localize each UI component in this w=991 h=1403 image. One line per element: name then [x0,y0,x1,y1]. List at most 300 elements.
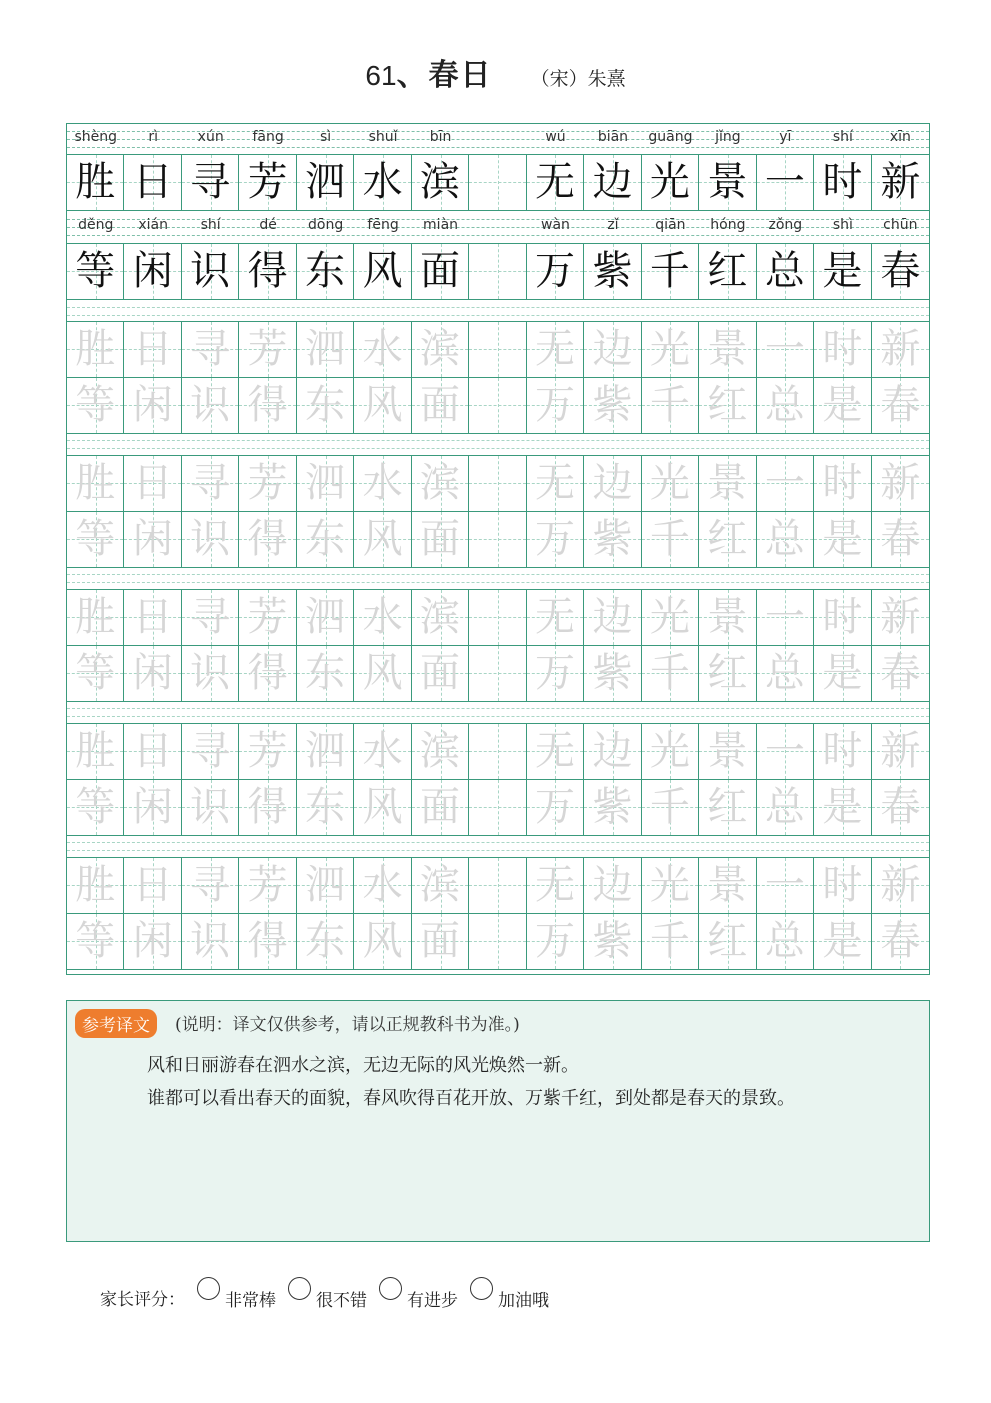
practice-cell[interactable] [814,456,871,511]
practice-cell[interactable] [757,322,814,377]
trace-character: 千 [649,382,690,428]
practice-cell[interactable] [527,378,584,433]
practice-cell[interactable] [757,914,814,969]
poem-character: 光 [649,159,690,205]
practice-cell[interactable] [297,780,354,835]
practice-cell[interactable] [239,858,296,913]
practice-cell[interactable] [124,590,181,645]
trace-character: 春 [880,516,921,562]
practice-cell[interactable] [239,512,296,567]
practice-cell[interactable] [584,914,641,969]
practice-cell[interactable] [757,512,814,567]
practice-cell[interactable] [469,724,526,779]
trace-character: 紫 [592,918,633,964]
trace-character [469,512,525,567]
trace-character: 边 [592,326,633,372]
practice-cell[interactable] [67,858,124,913]
pinyin: wú [545,129,566,145]
practice-cell[interactable] [469,914,526,969]
trace-character: 时 [822,862,863,908]
practice-cell[interactable] [814,724,871,779]
pinyin-row [67,212,929,243]
trace-character: 无 [534,594,575,640]
rating-option-1[interactable] [185,1283,276,1311]
practice-cell[interactable] [757,724,814,779]
practice-cell[interactable] [757,780,814,835]
practice-cell[interactable] [469,590,526,645]
poem-character: 边 [592,159,633,205]
trace-character: 滨 [420,862,461,908]
practice-cell[interactable] [182,858,239,913]
poem-character: 千 [649,248,690,294]
trace-character: 万 [534,784,575,830]
trace-character: 闲 [132,918,173,964]
practice-cell[interactable] [642,858,699,913]
trace-character: 芳 [247,460,288,506]
practice-cell[interactable] [757,858,814,913]
pinyin: guāng [648,129,693,145]
trace-character: 是 [822,650,863,696]
practice-cell[interactable] [239,646,296,701]
poem-character: 闲 [132,248,173,294]
poem-character: 日 [132,159,173,205]
practice-cell[interactable] [757,590,814,645]
practice-cell[interactable] [297,590,354,645]
poem-character: 面 [420,248,461,294]
practice-cell[interactable] [239,322,296,377]
character-cell [239,244,296,299]
practice-cell[interactable] [354,456,411,511]
practice-cell[interactable] [699,858,756,913]
trace-character: 水 [362,460,403,506]
character-cell [584,244,641,299]
trace-character: 是 [822,382,863,428]
practice-cell[interactable] [412,456,469,511]
practice-cell[interactable] [757,646,814,701]
poem-character: 景 [707,159,748,205]
practice-row [67,377,929,434]
practice-cell[interactable] [642,590,699,645]
practice-cell[interactable] [642,646,699,701]
trace-character: 泗 [305,862,346,908]
trace-character: 无 [534,862,575,908]
trace-character: 得 [247,650,288,696]
practice-cell[interactable] [67,914,124,969]
pinyin: chūn [883,217,918,233]
practice-cell[interactable] [67,646,124,701]
practice-cell[interactable] [642,456,699,511]
practice-cell[interactable] [814,914,871,969]
practice-cell[interactable] [412,724,469,779]
pinyin: hóng [710,217,746,233]
practice-cell[interactable] [124,646,181,701]
practice-cell[interactable] [67,512,124,567]
trace-character: 泗 [305,326,346,372]
practice-cell[interactable] [699,456,756,511]
practice-cell[interactable] [297,378,354,433]
practice-cell[interactable] [469,378,526,433]
trace-character: 风 [362,382,403,428]
trace-character: 新 [880,862,921,908]
practice-row [67,589,929,646]
practice-cell[interactable] [872,858,929,913]
trace-character: 泗 [305,460,346,506]
trace-character: 景 [707,728,748,774]
pinyin: zǐ [607,217,619,233]
trace-character: 识 [190,918,231,964]
trace-character: 边 [592,594,633,640]
trace-character: 芳 [247,594,288,640]
practice-cell[interactable] [182,914,239,969]
practice-cell[interactable] [527,322,584,377]
trace-character: 滨 [420,460,461,506]
trace-character: 得 [247,918,288,964]
pinyin: xián [138,217,169,233]
practice-cell[interactable] [124,858,181,913]
pinyin: qiān [655,217,686,233]
practice-cell[interactable] [699,724,756,779]
practice-cell[interactable] [642,780,699,835]
practice-cell[interactable] [297,512,354,567]
poem-character [469,155,525,210]
practice-cell[interactable] [297,914,354,969]
practice-cell[interactable] [527,512,584,567]
rating-option-3[interactable] [367,1283,458,1311]
practice-cell[interactable] [412,378,469,433]
trace-character: 芳 [247,326,288,372]
practice-cell[interactable] [182,780,239,835]
practice-cell[interactable] [699,322,756,377]
practice-cell[interactable] [584,590,641,645]
trace-character: 总 [764,382,805,428]
practice-cell[interactable] [239,914,296,969]
character-cell [182,244,239,299]
practice-cell[interactable] [469,456,526,511]
trace-character: 寻 [190,594,231,640]
practice-cell[interactable] [814,512,871,567]
trace-character: 一 [764,460,805,506]
practice-cell[interactable] [814,322,871,377]
practice-cell[interactable] [412,780,469,835]
trace-character: 边 [592,460,633,506]
poem-character: 得 [247,248,288,294]
practice-cell[interactable] [354,858,411,913]
practice-cell[interactable] [527,456,584,511]
practice-cell[interactable] [699,378,756,433]
pinyin: shí [832,129,853,145]
trace-character: 风 [362,650,403,696]
trace-character: 春 [880,918,921,964]
trace-character: 红 [707,918,748,964]
practice-cell[interactable] [872,914,929,969]
pinyin: rì [148,129,159,145]
practice-cell[interactable] [469,780,526,835]
practice-cell[interactable] [182,646,239,701]
practice-cell[interactable] [584,378,641,433]
character-cell [872,155,929,210]
trace-character: 景 [707,594,748,640]
practice-cell[interactable] [354,512,411,567]
practice-cell[interactable] [469,646,526,701]
practice-cell[interactable] [584,780,641,835]
translation-line-1: 风和日丽游春在泗水之滨，无边无际的风光焕然一新。 [147,1055,579,1076]
practice-cell[interactable] [814,780,871,835]
practice-cell[interactable] [814,378,871,433]
poem-character: 紫 [592,248,633,294]
trace-character: 总 [764,784,805,830]
practice-cell[interactable] [124,378,181,433]
practice-cell[interactable] [239,456,296,511]
trace-character: 红 [707,516,748,562]
row-gap [67,433,929,455]
practice-cell[interactable] [872,646,929,701]
practice-cell[interactable] [67,724,124,779]
practice-cell[interactable] [469,858,526,913]
trace-character: 东 [305,650,346,696]
practice-cell[interactable] [124,780,181,835]
practice-cell[interactable] [124,322,181,377]
practice-cell[interactable] [527,590,584,645]
trace-character: 春 [880,650,921,696]
practice-cell[interactable] [297,322,354,377]
poem-character: 一 [764,159,805,205]
practice-row [67,723,929,780]
trace-character: 光 [649,326,690,372]
translation-panel [66,1000,930,1242]
practice-cell[interactable] [872,322,929,377]
trace-character: 闲 [132,650,173,696]
practice-cell[interactable] [239,378,296,433]
trace-character [469,378,525,433]
poem-character: 总 [764,248,805,294]
practice-cell[interactable] [67,590,124,645]
practice-cell[interactable] [584,456,641,511]
practice-cell[interactable] [699,780,756,835]
practice-cell[interactable] [527,724,584,779]
practice-cell[interactable] [642,378,699,433]
practice-cell[interactable] [412,858,469,913]
character-cell [182,155,239,210]
practice-cell[interactable] [527,646,584,701]
translation-line-2: 谁都可以看出春天的面貌，春风吹得百花开放、万紫千红，到处都是春天的景致。 [147,1088,795,1109]
trace-character: 光 [649,460,690,506]
trace-character: 得 [247,516,288,562]
practice-cell[interactable] [354,646,411,701]
poem-character [469,244,525,299]
trace-character: 万 [534,918,575,964]
practice-cell[interactable] [412,590,469,645]
pinyin: děng [78,217,114,233]
character-cell [297,155,354,210]
row-gap [67,300,929,322]
rating-option-label: 有进步 [407,1291,458,1311]
practice-cell[interactable] [527,780,584,835]
row-gap [67,701,929,723]
practice-cell[interactable] [182,724,239,779]
practice-cell[interactable] [872,378,929,433]
trace-character: 紫 [592,650,633,696]
practice-cell[interactable] [67,456,124,511]
trace-character: 等 [75,784,116,830]
radio-circle-icon[interactable] [197,1277,220,1300]
practice-cell[interactable] [699,646,756,701]
practice-cell[interactable] [124,724,181,779]
practice-cell[interactable] [584,724,641,779]
practice-cell[interactable] [642,914,699,969]
practice-cell[interactable] [872,724,929,779]
trace-character: 一 [764,728,805,774]
trace-character: 景 [707,326,748,372]
trace-character: 面 [420,650,461,696]
trace-character: 日 [132,326,173,372]
practice-cell[interactable] [814,858,871,913]
practice-cell[interactable] [469,512,526,567]
practice-cell[interactable] [412,322,469,377]
practice-row [67,645,929,702]
practice-cell[interactable] [584,646,641,701]
trace-character: 一 [764,862,805,908]
practice-cell[interactable] [469,322,526,377]
character-cell [67,244,124,299]
practice-cell[interactable] [67,780,124,835]
trace-character: 水 [362,728,403,774]
practice-cell[interactable] [527,914,584,969]
trace-character: 东 [305,516,346,562]
practice-cell[interactable] [67,322,124,377]
rating-option-2[interactable] [276,1283,367,1311]
trace-character: 等 [75,918,116,964]
trace-character: 胜 [75,460,116,506]
practice-cell[interactable] [412,512,469,567]
poem-character: 时 [822,159,863,205]
trace-character: 新 [880,460,921,506]
practice-cell[interactable] [354,914,411,969]
trace-character: 无 [534,460,575,506]
trace-character: 泗 [305,728,346,774]
practice-cell[interactable] [182,378,239,433]
practice-cell[interactable] [297,724,354,779]
practice-cell[interactable] [67,378,124,433]
practice-cell[interactable] [354,378,411,433]
trace-character: 光 [649,728,690,774]
practice-cell[interactable] [124,914,181,969]
practice-cell[interactable] [642,322,699,377]
practice-cell[interactable] [182,590,239,645]
practice-cell[interactable] [699,914,756,969]
practice-cell[interactable] [699,590,756,645]
pinyin: dōng [308,217,344,233]
trace-character: 一 [764,326,805,372]
practice-cell[interactable] [872,512,929,567]
practice-cell[interactable] [584,512,641,567]
poem-character: 是 [822,248,863,294]
practice-cell[interactable] [297,456,354,511]
rating-option-4[interactable] [458,1283,549,1311]
trace-character: 春 [880,382,921,428]
practice-cell[interactable] [584,322,641,377]
practice-cell[interactable] [297,646,354,701]
translation-note: (说明：译文仅供参考，请以正规教科书为准。) [175,1015,520,1035]
trace-character: 景 [707,460,748,506]
rating-label: 家长评分： [100,1289,185,1310]
practice-cell[interactable] [872,590,929,645]
translation-badge: 参考译文 [75,1009,157,1038]
practice-cell[interactable] [182,322,239,377]
character-cell [814,244,871,299]
pinyin: shí [200,217,221,233]
practice-cell[interactable] [584,858,641,913]
radio-circle-icon[interactable] [379,1277,402,1300]
trace-character: 光 [649,594,690,640]
practice-cell[interactable] [412,646,469,701]
practice-cell[interactable] [872,456,929,511]
practice-cell[interactable] [239,590,296,645]
character-cell [469,244,526,299]
character-cell [239,155,296,210]
radio-circle-icon[interactable] [470,1277,493,1300]
practice-cell[interactable] [642,724,699,779]
trace-character: 等 [75,650,116,696]
trace-character: 日 [132,594,173,640]
trace-character: 闲 [132,784,173,830]
trace-character: 水 [362,862,403,908]
practice-cell[interactable] [354,724,411,779]
pinyin: miàn [423,217,459,233]
practice-cell[interactable] [239,724,296,779]
trace-character [469,914,525,969]
practice-cell[interactable] [757,378,814,433]
character-cell [527,244,584,299]
trace-character: 边 [592,728,633,774]
practice-cell[interactable] [124,512,181,567]
practice-cell[interactable] [412,914,469,969]
practice-row [67,455,929,512]
practice-cell[interactable] [699,512,756,567]
practice-cell[interactable] [239,780,296,835]
trace-character: 无 [534,728,575,774]
trace-character: 是 [822,918,863,964]
practice-cell[interactable] [124,456,181,511]
practice-cell[interactable] [642,512,699,567]
trace-character: 面 [420,382,461,428]
practice-cell[interactable] [872,780,929,835]
practice-cell[interactable] [814,590,871,645]
trace-character: 时 [822,728,863,774]
poem-character: 寻 [190,159,231,205]
radio-circle-icon[interactable] [288,1277,311,1300]
character-cell [354,155,411,210]
practice-row [67,857,929,914]
pinyin: biān [597,129,629,145]
pinyin: bīn [429,129,452,145]
practice-cell[interactable] [527,858,584,913]
trace-character: 万 [534,382,575,428]
practice-cell[interactable] [757,456,814,511]
trace-character [469,724,525,779]
trace-character: 得 [247,382,288,428]
pinyin: xīn [889,129,911,145]
trace-character [469,456,525,511]
practice-cell[interactable] [354,780,411,835]
practice-row [67,913,929,970]
practice-cell[interactable] [182,512,239,567]
practice-cell[interactable] [354,322,411,377]
poem-author: （宋）朱熹 [530,68,626,90]
practice-cell[interactable] [182,456,239,511]
practice-cell[interactable] [814,646,871,701]
practice-cell[interactable] [354,590,411,645]
practice-cell[interactable] [297,858,354,913]
